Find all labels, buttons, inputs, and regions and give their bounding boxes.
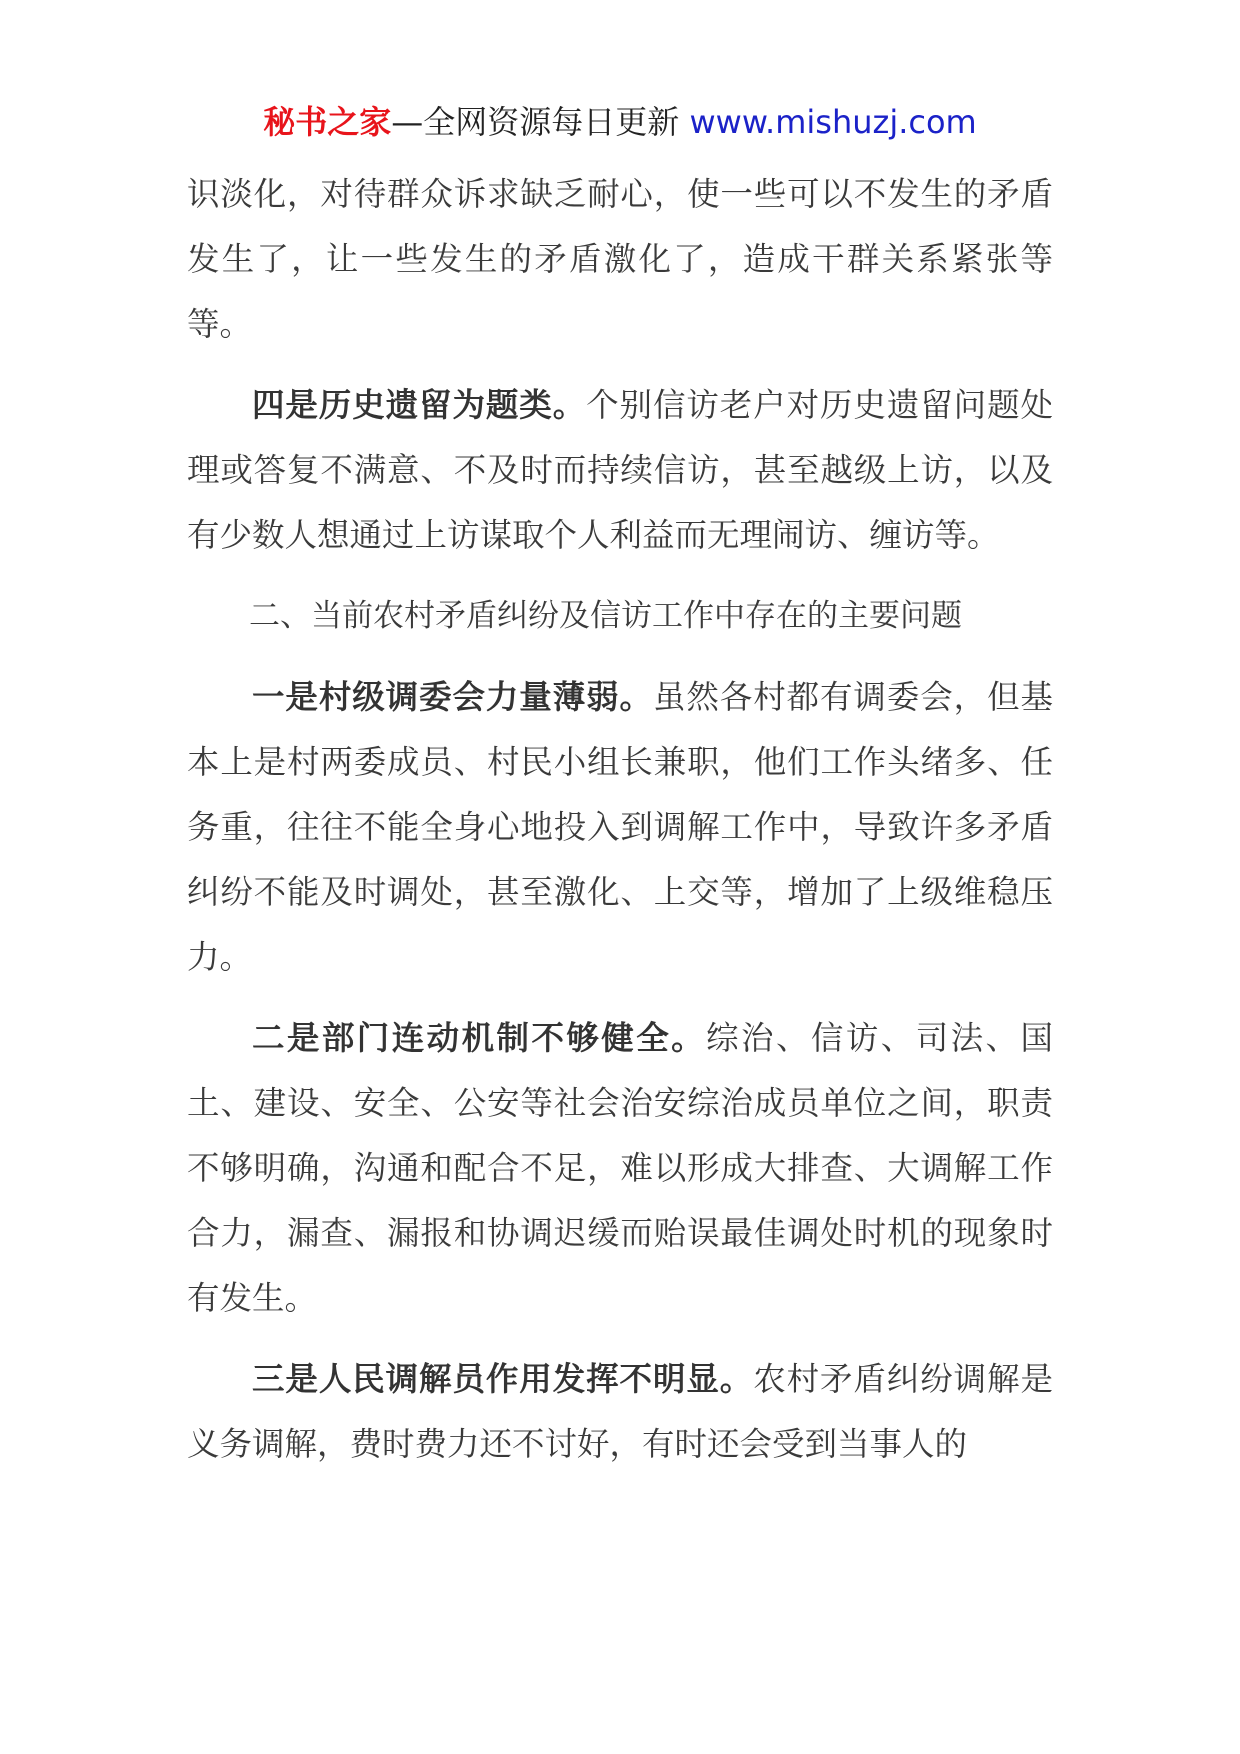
paragraph-continued	[187, 162, 1053, 357]
paragraph-mediator-role	[187, 1347, 1053, 1477]
paragraph-text: 虽然各村都有调委会，但基本上是村两委成员、村民小组长兼职，他们工作头绪多、任务重，往往不能全身心地投入到调解工作中，导致许多矛盾纠纷不能及时调处，甚至激化、上交等，增加了上级维稳压力。	[187, 678, 1053, 976]
page-header	[0, 100, 1240, 144]
paragraph-text: 个别信访老户对历史遗留问题处理或答复不满意、不及时而持续信访，甚至越级上访，以及有少数人想通过上访谋取个人利益而无理闹访、缠访等。	[187, 386, 1053, 554]
document-body	[187, 162, 1053, 1493]
site-url-link[interactable]: www.mishuzj.com	[689, 103, 977, 141]
paragraph-lead: 四是历史遗留为题类。	[252, 386, 587, 424]
paragraph-village-mediation	[187, 665, 1053, 990]
paragraph-text: 识淡化，对待群众诉求缺乏耐心，使一些可以不发生的矛盾发生了，让一些发生的矛盾激化了，造成干群关系紧张等等。	[187, 175, 1053, 343]
paragraph-historical-issues	[187, 373, 1053, 568]
paragraph-lead: 三是人民调解员作用发挥不明显。	[252, 1360, 754, 1398]
section-heading: 二、当前农村矛盾纠纷及信访工作中存在的主要问题	[249, 598, 962, 634]
header-slogan: —全网资源每日更新	[391, 103, 680, 141]
paragraph-lead: 二是部门连动机制不够健全。	[252, 1019, 707, 1057]
paragraph-text: 农村矛盾纠纷调解是义务调解，费时费力还不讨好，有时还会受到当事人的	[187, 1360, 1053, 1463]
paragraph-lead: 一是村级调委会力量薄弱。	[252, 678, 653, 716]
paragraph-department-linkage	[187, 1006, 1053, 1331]
brand-name: 秘书之家	[263, 103, 392, 141]
paragraph-text: 综治、信访、司法、国土、建设、安全、公安等社会治安综治成员单位之间，职责不够明确，沟通和配合不足，难以形成大排查、大调解工作合力，漏查、漏报和协调迟缓而贻误最佳调处时机的现象时有发生。	[187, 1019, 1053, 1317]
